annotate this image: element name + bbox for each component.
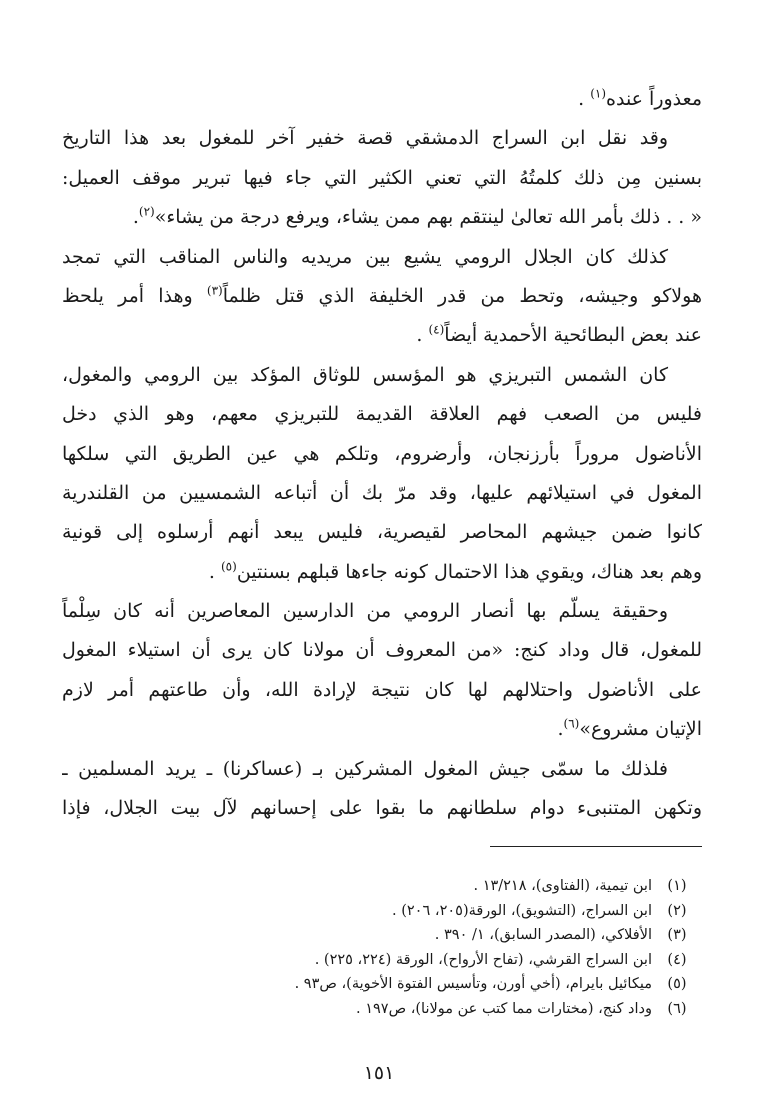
text-line-4: « . . ذلك بأمر الله تعالىٰ لينتقم بهم ممن يشاء، ويرفع درجة من يشاء»$^{(٢)}$. <box>132 204 702 229</box>
text-line-18: فلذلك ما سمّى جيش المغول المشركين بـ (عساكرنا) ـ يريد المسلمين ـ <box>62 757 668 780</box>
text-line-6: هولاكو وجيشه، وتحط من قدر الخليفة الذي قتل ظلماً$^{(٣)}$ وهذا أمر يلحظ <box>62 283 702 307</box>
footnote-text: وداد كنج، (مختارات مما كتب عن مولانا)، ص١٩٧ . <box>355 1000 652 1017</box>
footnote-text: ابن تيمية، (الفتاوى)، ١٣/٢١٨ . <box>473 878 652 894</box>
text-line-3: بسنين مِن ذلك كلمتُهُ التي تعني الكثير التي جاء فيها تبرير موقف العميل: <box>62 166 702 189</box>
footnote-3 <box>62 923 702 948</box>
footnote-6 <box>62 997 702 1022</box>
footnote-number: (٣) <box>667 927 687 944</box>
text-line-15: للمغول، قال وداد كنج: «من المعروف أن مولانا كان يرى أن استيلاء المغول <box>62 639 702 662</box>
text-line-5: كذلك كان الجلال الرومي يشيع بين مريديه والناس المناقب التي تمجد <box>62 245 668 268</box>
text-line-14: وحقيقة يسلّم بها أنصار الرومي من الدارسين المعاصرين أنه كان سِلْماً <box>62 600 668 623</box>
footnote-ref-4: (٤) <box>428 323 445 338</box>
text-line-1: معذوراً عنده$^{(١)}$ . <box>578 86 702 110</box>
footnote-ref-1: (١) <box>590 86 607 101</box>
footnote-4 <box>62 948 702 973</box>
footnote-number: (١) <box>667 878 687 894</box>
text-line-8: كان الشمس التبريزي هو المؤسس للوثاق المؤكد بين الرومي والمغول، <box>62 363 668 386</box>
footnote-text: ميكائيل بايرام، (أخي أورن، وتأسيس الفتوة الأخوية)، ص٩٣ . <box>294 976 652 993</box>
footnote-number: (٢) <box>667 902 687 919</box>
footnote-ref-2: (٢) <box>138 204 155 219</box>
text-line-10: الأناضول مروراً بأرزنجان، وأرضروم، وتلكم هي عين الطريق التي سلكها <box>62 442 702 465</box>
footnote-2 <box>62 899 702 924</box>
footnote-ref-3: (٣) <box>206 283 223 298</box>
footnote-number: (٦) <box>667 1000 687 1017</box>
text-line-19: وتكهن المتنبىء دوام سلطانهم ما بقوا على إحسانهم لآل بيت الجلال، فإذا <box>62 797 702 820</box>
footnote-1 <box>62 874 702 899</box>
footnotes <box>62 874 702 1022</box>
page-number: ١٥١ <box>363 1062 395 1084</box>
text-line-11: المغول في استيلائهم عليها، وقد مرّ بك أن أتباعه الشمسيين من القلندرية <box>62 481 702 504</box>
footnote-5 <box>62 972 702 997</box>
text-line-9: فليس من الصعب فهم العلاقة القديمة للتبريزي معهم، وهو الذي دخل <box>62 403 702 426</box>
page-body <box>62 80 702 828</box>
footnote-separator <box>490 846 702 847</box>
text-line-7: عند بعض البطائحية الأحمدية أيضاً$^{(٤)}$ . <box>416 323 702 347</box>
footnote-ref-5: (٥) <box>220 559 237 574</box>
footnote-number: (٤) <box>667 951 687 968</box>
footnote-ref-6: (٦) <box>563 716 580 731</box>
footnote-number: (٥) <box>667 976 687 993</box>
footnote-text: ابن السراج القرشي، (تفاح الأرواح)، الورقة (٢٢٤، ٢٢٥) . <box>314 951 652 968</box>
text-line-12: كانوا ضمن جيشهم المحاصر لقيصرية، فليس يبعد أنهم أرسلوه إلى قونية <box>62 521 702 544</box>
footnote-text: الأفلاكي، (المصدر السابق)، ١/ ٣٩٠ . <box>434 927 652 944</box>
text-line-16: على الأناضول واحتلالهم لها كان نتيجة لإرادة الله، وأن طاعتهم أمر لازم <box>62 678 702 701</box>
text-line-2: وقد نقل ابن السراج الدمشقي قصة خفير آخر للمغول بعد هذا التاريخ <box>62 127 668 150</box>
text-line-17: الإتيان مشروع»$^{(٦)}$. <box>557 716 702 741</box>
text-line-13: وهم بعد هناك، ويقوي هذا الاحتمال كونه جاءها قبلهم بسنتين$^{(٥)}$ . <box>208 559 702 583</box>
footnote-text: ابن السراج، (التشويق)، الورقة(٢٠٥، ٢٠٦) . <box>392 902 652 919</box>
main-text <box>62 80 702 828</box>
